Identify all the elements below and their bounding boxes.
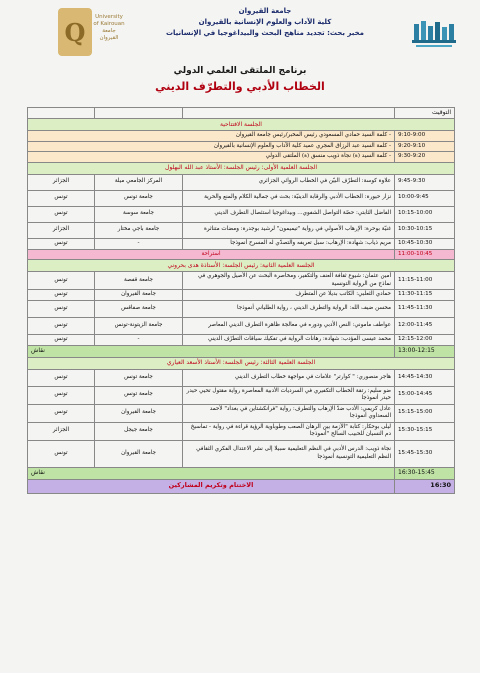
affiliation-cell: جامعة قفصة xyxy=(95,272,183,290)
affiliation-cell: جامعة تونس xyxy=(95,369,183,386)
table-header-row xyxy=(28,108,455,119)
session-title: الجلسة العلمية الأولى: رئيس الجلسة: الأستاذ عبد الله البهلول xyxy=(28,162,455,174)
table-row xyxy=(28,290,455,301)
country-cell: تونس xyxy=(28,190,95,206)
program-titles xyxy=(0,64,480,95)
table-row xyxy=(28,190,455,206)
time-cell: 15:00-14:45 xyxy=(395,386,455,404)
affiliation-cell: جامعة باجي مختار xyxy=(95,222,183,238)
table-row xyxy=(28,131,455,142)
country-cell: الجزائر xyxy=(28,222,95,238)
affiliation-cell: - xyxy=(95,334,183,345)
affiliation-cell: جامعة صفاقس xyxy=(95,300,183,317)
closing-label: الاختتام وتكريم المشاركين xyxy=(28,479,395,493)
affiliation-cell: المركز الجامعي ميلة xyxy=(95,174,183,190)
time-cell: 11:45-11:30 xyxy=(395,300,455,317)
table-row xyxy=(28,300,455,317)
break-row xyxy=(28,249,455,260)
country-cell: تونس xyxy=(28,334,95,345)
institution-block xyxy=(150,6,380,39)
session-title-row xyxy=(28,260,455,272)
closing-row xyxy=(28,479,455,493)
talk-cell: نزار حيورة: الخطاب الأدبي والرقابة الدينيّة: بحث في جمالية الكلام والمنع والحرية xyxy=(183,190,395,206)
talk-cell: - كلمة السيد حمادي المسعودي رئيس المخبر/رئيس جامعة القيروان xyxy=(28,131,395,142)
table-row xyxy=(28,369,455,386)
time-cell: 10:45-10:30 xyxy=(395,238,455,249)
talk-cell: - كلمة السيد (ة) نجاة ذويب منسق (ة) الملتقى الدولي xyxy=(28,152,395,163)
table-row xyxy=(28,238,455,249)
time-cell: 14:45-14:30 xyxy=(395,369,455,386)
country-cell: تونس xyxy=(28,206,95,222)
table-row xyxy=(28,440,455,467)
faculty-name: كلية الآداب والعلوم الإنسانية بالقيروان xyxy=(198,18,332,26)
table-row xyxy=(28,386,455,404)
affiliation-cell: - xyxy=(95,238,183,249)
session-title: الجلسة العلمية الثالثة: رئيس الجلسة: الأستاذ الأسعد العياري xyxy=(28,357,455,369)
time-cell: 9:20-9:10 xyxy=(395,141,455,152)
break-label: نقاش xyxy=(28,345,395,357)
break-label: نقاش xyxy=(28,467,395,479)
time-cell: 11:15-11:00 xyxy=(395,272,455,290)
break-time: 13:00-12:15 xyxy=(395,345,455,357)
talk-cell: مريم ذياب: شهادة: الإرهاب: سبل تعريفه والتصدّي له المسرح أنموذجا xyxy=(183,238,395,249)
time-cell: 10:15-10:00 xyxy=(395,206,455,222)
closing-time: 16:30 xyxy=(395,479,455,493)
affiliation-cell: جامعة تونس xyxy=(95,386,183,404)
university-name: جامعة القيروان xyxy=(238,7,292,15)
theme-title: الخطاب الأدبي والتطرّف الديني xyxy=(155,80,325,93)
table-row xyxy=(28,141,455,152)
program-title: برنامج الملتقى العلمي الدولي xyxy=(173,66,307,76)
time-cell: 15:45-15:30 xyxy=(395,440,455,467)
break-label: استراحة xyxy=(28,249,395,260)
talk-cell: علاوة كوسة: التطرّف البيّن في الخطاب الروائي الجزائري xyxy=(183,174,395,190)
country-cell: تونس xyxy=(28,386,95,404)
affiliation-cell: جامعة القيروان xyxy=(95,290,183,301)
country-header xyxy=(28,108,95,119)
table-row xyxy=(28,422,455,440)
talk-header xyxy=(183,108,395,119)
table-row xyxy=(28,334,455,345)
country-cell: تونس xyxy=(28,317,95,334)
time-cell: 9:30-9:20 xyxy=(395,152,455,163)
faculty-logo xyxy=(410,18,458,52)
talk-cell: هاجر منصوري: " كوارتر" علامات في مواجهة خطاب التطرف الديني xyxy=(183,369,395,386)
affiliation-cell: جامعة سوسة xyxy=(95,206,183,222)
country-cell: الجزائر xyxy=(28,174,95,190)
affiliation-cell: جامعة جيجل xyxy=(95,422,183,440)
time-header: التوقيت xyxy=(395,108,455,119)
time-cell: 11:30-11:15 xyxy=(395,290,455,301)
table-row xyxy=(28,206,455,222)
country-cell: الجزائر xyxy=(28,422,95,440)
program-table xyxy=(27,107,455,494)
time-cell: 12:15-12:00 xyxy=(395,334,455,345)
program-table-body xyxy=(28,108,455,494)
lab-name: مخبر بحث: تجديد مناهج البحث والبيداغوجيا في الإنسانيات xyxy=(165,29,365,37)
session-title-row xyxy=(28,162,455,174)
break-row xyxy=(28,345,455,357)
affiliation-cell: جامعة الزيتونة-تونس xyxy=(95,317,183,334)
break-time: 11:00-10:45 xyxy=(395,249,455,260)
table-row xyxy=(28,317,455,334)
session-title: الجلسة العلمية الثانية: رئيس الجلسة: الأستاذة هدى بحروني xyxy=(28,260,455,272)
affiliation-cell: جامعة القيروان xyxy=(95,404,183,422)
time-cell: 15:30-15:15 xyxy=(395,422,455,440)
time-cell: 12:00-11:45 xyxy=(395,317,455,334)
time-cell: 9:10-9:00 xyxy=(395,131,455,142)
country-cell: تونس xyxy=(28,300,95,317)
talk-cell: محسن ضيف الله: الرواية والتطرف الديني ، رواية الطلياني أنموذجا xyxy=(183,300,395,317)
country-cell: تونس xyxy=(28,404,95,422)
document-header xyxy=(0,0,480,60)
affiliation-header xyxy=(95,108,183,119)
session-title-row xyxy=(28,357,455,369)
university-logo-text: University of Kairouan جامعة القيروان xyxy=(93,14,125,41)
table-row xyxy=(28,222,455,238)
time-cell: 15:15-15:00 xyxy=(395,404,455,422)
country-cell: تونس xyxy=(28,290,95,301)
talk-cell: حمادي الثعلبي: الكاتب بديلا عن المتطرف xyxy=(183,290,395,301)
talk-cell: ضو سليم: رتقة الخطاب التكفيري في السرديات الأدبية المعاصرة رواية مقتول تحيي حيدر حيدر أنموذجا xyxy=(183,386,395,404)
talk-cell: عادل كريمي: الأدب ضدّ الإرهاب والتطرف: رواية "فرانكشتاين في بغداد" لأحمد السعداوي أنموذجا xyxy=(183,404,395,422)
talk-cell: غنيّة بوحرة: الإرهاب الأصولي في رواية "تيميمون" لرشيد بوجدرة: ومضات متناثرة xyxy=(183,222,395,238)
session-title-row xyxy=(28,119,455,131)
break-time: 16:30-15:45 xyxy=(395,467,455,479)
talk-cell: أمين عثمان: شيوع ثقافة العنف والتكفير، ومخاصرة البحث عن الأصيل والجوهري في نماذج من الرواية التونسية xyxy=(183,272,395,290)
country-cell: تونس xyxy=(28,369,95,386)
talk-cell: ليلى بوحكار: كتابة "الأزمة بين الرهان الصعب وطوباوية الرؤية قراءة في رواية - تماسيخ دم النسيان للحبيب السالح "أنموذجا xyxy=(183,422,395,440)
time-cell: 9:45-9:30 xyxy=(395,174,455,190)
affiliation-cell: جامعة تونس xyxy=(95,190,183,206)
university-logo: Q xyxy=(58,8,92,56)
table-row xyxy=(28,404,455,422)
time-cell: 10:30-10:15 xyxy=(395,222,455,238)
table-row xyxy=(28,174,455,190)
talk-cell: محمد عيسى المؤدب: شهادة: رهانات الرواية في تفكيك سياقات التطرّف الديني xyxy=(183,334,395,345)
talk-cell: عواطف ماموني: النص الأدبي ودوره في معالجة ظاهرة التطرف الديني المعاصر xyxy=(183,317,395,334)
time-cell: 10:00-9:45 xyxy=(395,190,455,206)
talk-cell: الفاضل الثابتي: حصّة التواصل الشفوي... وبيداغوجيا استئصال التطرف الديني xyxy=(183,206,395,222)
country-cell: تونس xyxy=(28,440,95,467)
session-title: الجلسة الافتتاحية xyxy=(28,119,455,131)
affiliation-cell: جامعة القيروان xyxy=(95,440,183,467)
talk-cell: نجاة ذويب: الدرس الأدبي في النظم التعليمية سبيلا إلى نشر الاعتدال الفكري الثقافي النظم التعليمية التونسية أنموذجا xyxy=(183,440,395,467)
country-cell: تونس xyxy=(28,272,95,290)
talk-cell: - كلمة السيد عبد الرزاق المجري عميد كلية الآداب والعلوم الإنسانية بالقيروان xyxy=(28,141,395,152)
table-row xyxy=(28,152,455,163)
table-row xyxy=(28,272,455,290)
country-cell: تونس xyxy=(28,238,95,249)
break-row xyxy=(28,467,455,479)
